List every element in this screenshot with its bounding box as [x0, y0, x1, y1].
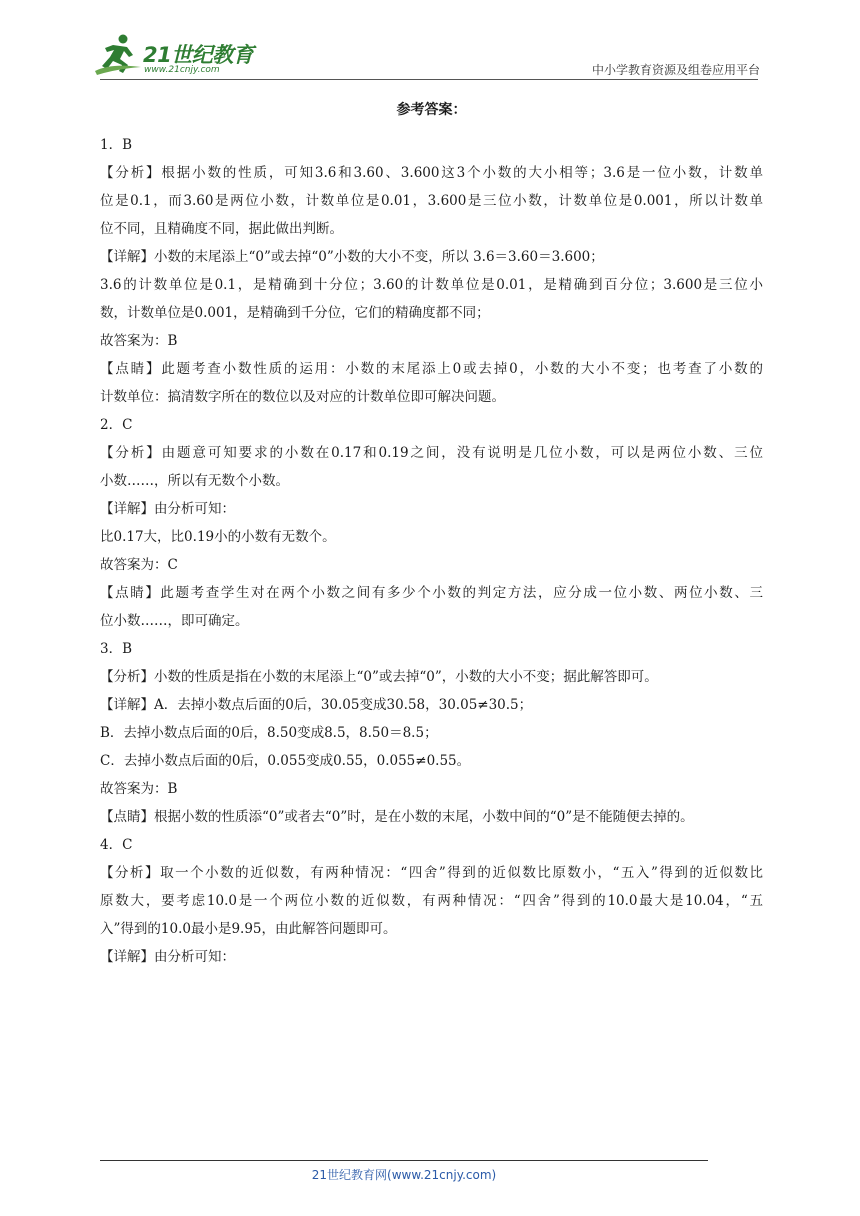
- page-header: [0, 0, 860, 80]
- text-line: 【详解】由分析可知：: [100, 501, 235, 517]
- text-line: 1．B: [100, 137, 133, 153]
- page-title: 参考答案：: [396, 102, 467, 118]
- logo: [93, 33, 263, 78]
- logo-url: www.21cnjy.com: [144, 65, 220, 75]
- text-line: B．去掉小数点后面的0后，8.50变成8.5，8.50＝8.5；: [100, 725, 438, 741]
- text-line: 【详解】由分析可知：: [100, 949, 235, 965]
- text-line: 位小数……，即可确定。: [100, 613, 249, 629]
- text-line: 3.6的计数单位是0.1，是精确到十分位；3.60的计数单位是0.01，是精确到百分位；3.600是三位小: [100, 277, 763, 293]
- text-line: 3．B: [100, 641, 133, 657]
- text-line: 【分析】由题意可知要求的小数在0.17和0.19之间，没有说明是几位小数，可以是两位小数、三位: [100, 445, 763, 461]
- text-line: 【点睛】此题考查学生对在两个小数之间有多少个小数的判定方法，应分成一位小数、两位小数、三: [100, 585, 763, 601]
- text-line: 2．C: [100, 417, 133, 433]
- platform-name: 中小学教育资源及组卷应用平台: [591, 63, 760, 77]
- text-line: 计数单位：搞清数字所在的数位以及对应的计数单位即可解决问题。: [100, 389, 505, 405]
- text-line: 【点睛】此题考查小数性质的运用：小数的末尾添上0或去掉0，小数的大小不变；也考查了小数的: [100, 361, 763, 377]
- text-line: 故答案为：C: [100, 557, 178, 573]
- text-line: 故答案为：B: [100, 333, 178, 349]
- text-line: 位不同，且精确度不同，据此做出判断。: [100, 221, 343, 237]
- text-line: 位是0.1，而3.60是两位小数，计数单位是0.01，3.600是三位小数，计数单位是0.001，所以计数单: [100, 193, 763, 209]
- answer-content: [100, 99, 763, 971]
- text-line: 【详解】A．去掉小数点后面的0后，30.05变成30.58，30.05≠30.5；: [100, 697, 533, 713]
- text-line: 4．C: [100, 837, 133, 853]
- text-line: 原数大，要考虑10.0是一个两位小数的近似数，有两种情况：“四舍”得到的10.0最大是10.04，“五: [100, 893, 763, 909]
- text-line: 【详解】小数的末尾添上“0”或去掉“0”小数的大小不变，所以 3.6＝3.60＝3.600；: [100, 249, 604, 265]
- header-divider: [100, 79, 758, 80]
- text-line: C．去掉小数点后面的0后，0.055变成0.55，0.055≠0.55。: [100, 753, 471, 769]
- text-line: 比0.17大，比0.19小的小数有无数个。: [100, 529, 336, 545]
- text-line: 故答案为：B: [100, 781, 178, 797]
- text-line: 【分析】取一个小数的近似数，有两种情况：“四舍”得到的近似数比原数小，“五入”得到的近似数比: [100, 865, 763, 881]
- text-line: 【点睛】根据小数的性质添“0”或者去“0”时，是在小数的末尾，小数中间的“0”是不能随便去掉的。: [100, 809, 694, 825]
- text-line: 【分析】根据小数的性质，可知3.6和3.60、3.600这3个小数的大小相等；3.6是一位小数，计数单: [100, 165, 763, 181]
- text-line: 入”得到的10.0最小是9.95，由此解答问题即可。: [100, 921, 397, 937]
- text-line: 【分析】小数的性质是指在小数的末尾添上“0”或去掉“0”，小数的大小不变；据此解答即可。: [100, 669, 658, 685]
- runner-logo-icon: [93, 33, 145, 77]
- footer-text: 21世纪教育网(www.21cnjy.com): [311, 1168, 497, 1182]
- text-line: 数，计数单位是0.001，是精确到千分位，它们的精确度都不同；: [100, 305, 490, 321]
- text-line: 小数……，所以有无数个小数。: [100, 473, 289, 489]
- logo-text: 21世纪教育: [143, 43, 254, 67]
- footer-divider: [100, 1160, 708, 1161]
